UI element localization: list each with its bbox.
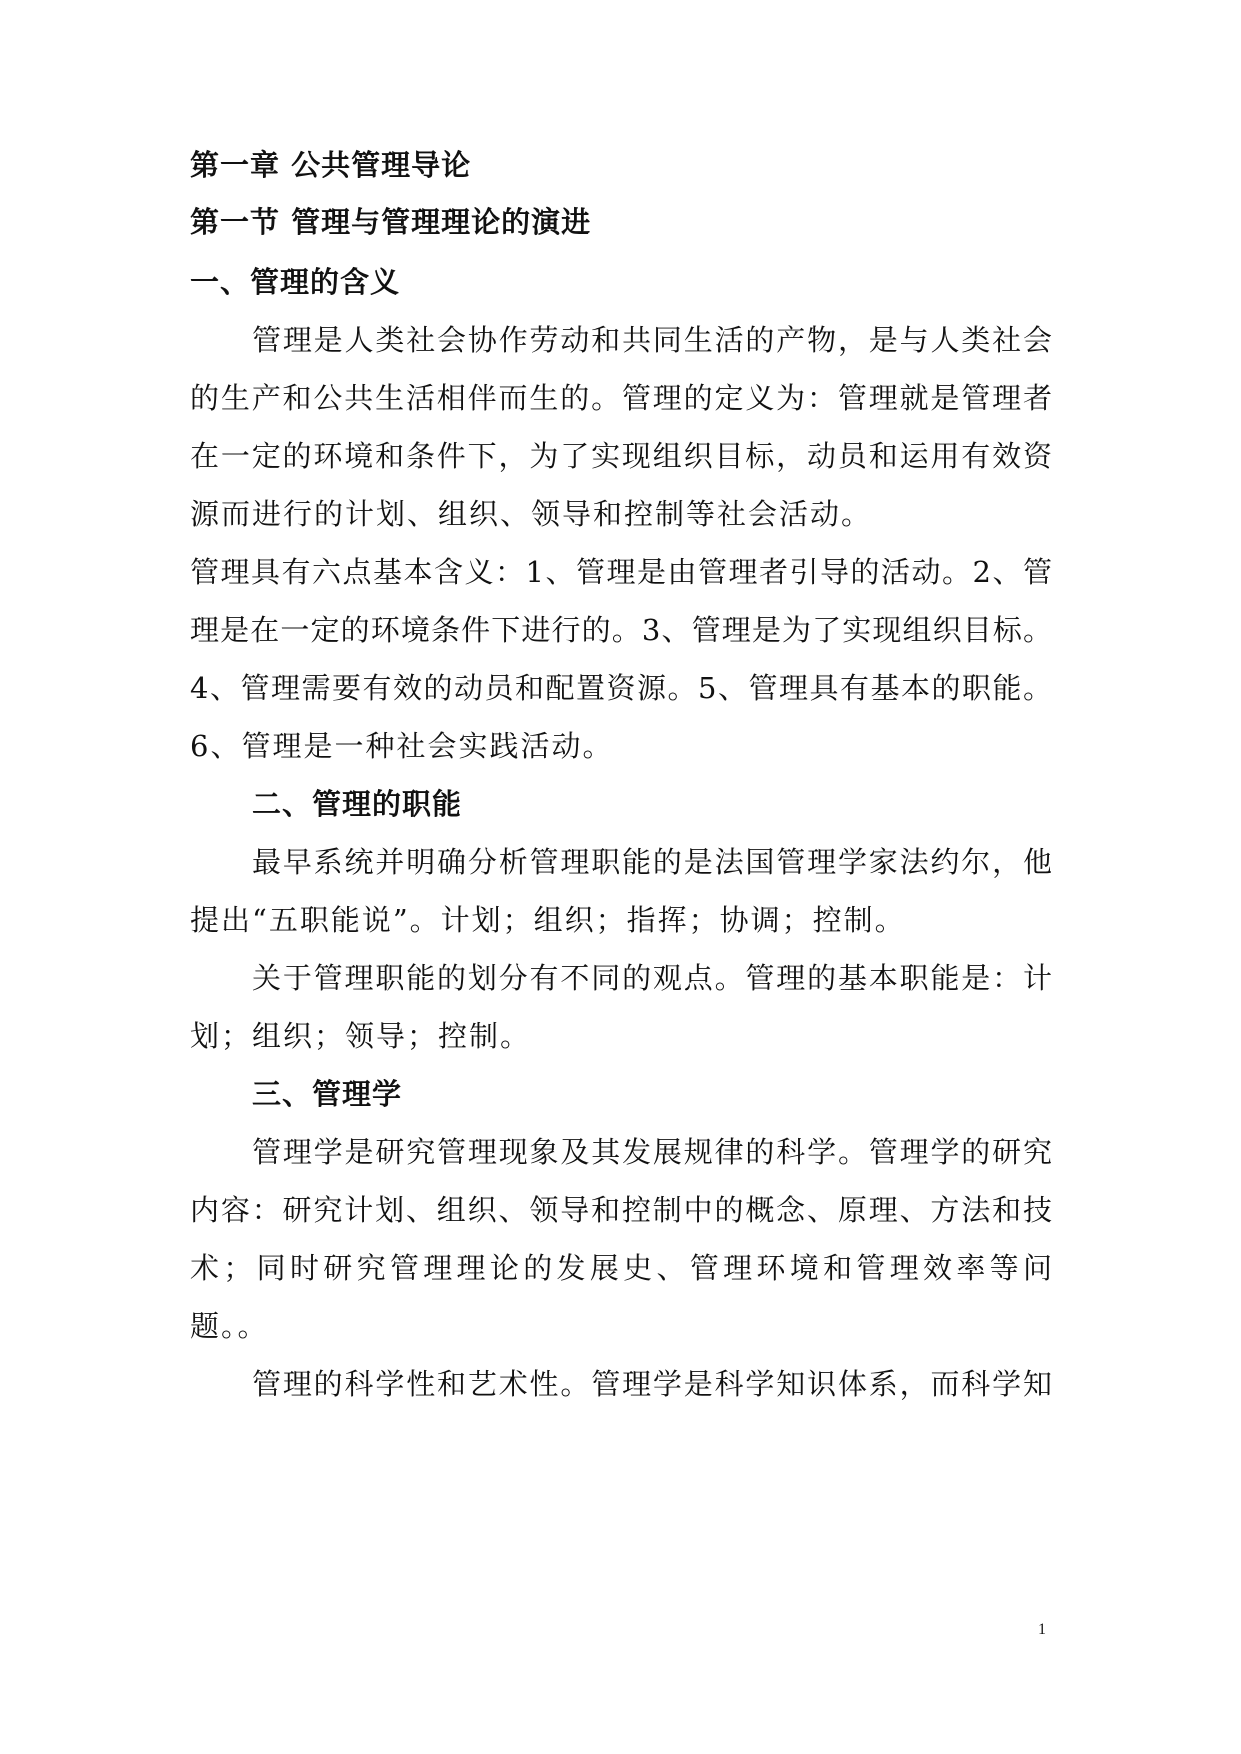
section-title: 第一节 管理与管理理论的演进 bbox=[190, 205, 592, 239]
paragraph-line: 管理具有六点基本含义：1、管理是由管理者引导的活动。2、管 bbox=[190, 555, 1052, 589]
paragraph-line: 4、管理需要有效的动员和配置资源。5、管理具有基本的职能。 bbox=[190, 671, 1052, 705]
paragraph-line: 关于管理职能的划分有不同的观点。管理的基本职能是：计 bbox=[252, 961, 1052, 995]
paragraph-line: 题。。 bbox=[190, 1309, 269, 1343]
paragraph-line: 管理是人类社会协作劳动和共同生活的产物，是与人类社会 bbox=[252, 323, 1052, 357]
paragraph-line: 源而进行的计划、组织、领导和控制等社会活动。 bbox=[190, 497, 873, 531]
paragraph-line: 划；组织；领导；控制。 bbox=[190, 1019, 532, 1053]
paragraph-line: 6、管理是一种社会实践活动。 bbox=[190, 729, 614, 763]
paragraph-line: 提出“五职能说”。计划；组织；指挥；协调；控制。 bbox=[190, 903, 906, 937]
chapter-title: 第一章 公共管理导论 bbox=[190, 148, 472, 182]
paragraph-line: 的生产和公共生活相伴而生的。管理的定义为：管理就是管理者 bbox=[190, 381, 1052, 415]
paragraph-line: 管理学是研究管理现象及其发展规律的科学。管理学的研究 bbox=[252, 1135, 1052, 1169]
paragraph-line: 管理的科学性和艺术性。管理学是科学知识体系，而科学知 bbox=[252, 1367, 1052, 1401]
paragraph-line: 在一定的环境和条件下，为了实现组织目标，动员和运用有效资 bbox=[190, 439, 1052, 473]
paragraph-line: 最早系统并明确分析管理职能的是法国管理学家法约尔，他 bbox=[252, 845, 1052, 879]
subsection-heading-science: 三、管理学 bbox=[252, 1077, 403, 1111]
subsection-heading-meaning: 一、管理的含义 bbox=[190, 265, 401, 299]
page-number: 1 bbox=[1038, 1621, 1046, 1638]
paragraph-line: 术；同时研究管理理论的发展史、管理环境和管理效率等问 bbox=[190, 1251, 1052, 1285]
paragraph-line: 内容：研究计划、组织、领导和控制中的概念、原理、方法和技 bbox=[190, 1193, 1052, 1227]
subsection-heading-functions: 二、管理的职能 bbox=[252, 787, 463, 821]
paragraph-line: 理是在一定的环境条件下进行的。3、管理是为了实现组织目标。 bbox=[190, 613, 1052, 647]
